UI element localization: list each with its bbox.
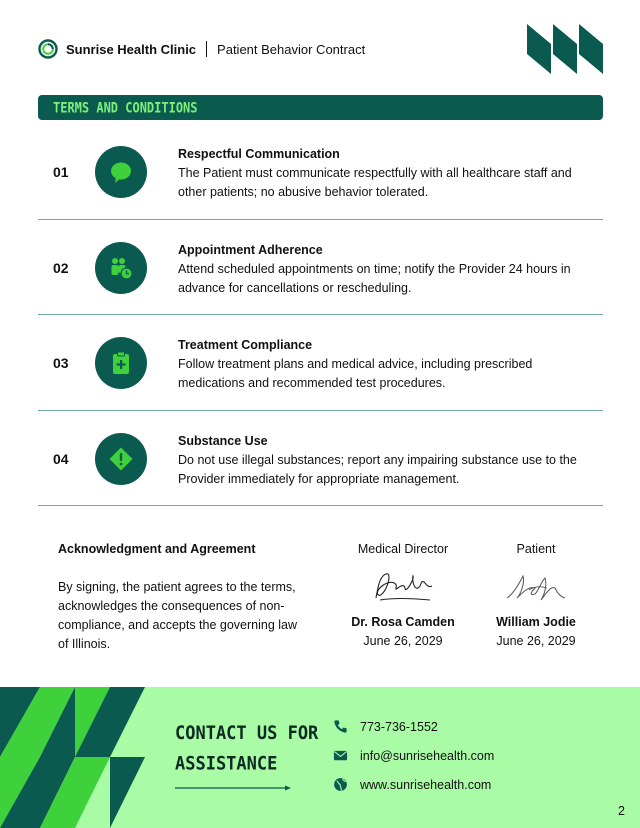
- term-item: [38, 315, 603, 411]
- signature-block-patient: [471, 542, 601, 648]
- phone-icon: [333, 719, 348, 734]
- warning-diamond-icon: [95, 433, 147, 485]
- patient-signature: [501, 568, 571, 606]
- people-clock-icon: [95, 242, 147, 294]
- contact-heading: [175, 719, 318, 779]
- term-number: 03: [53, 355, 69, 371]
- signature-block-director: [338, 542, 468, 648]
- contact-email[interactable]: [333, 748, 494, 763]
- contact-heading-line: ASSISTANCE: [175, 752, 278, 775]
- term-description: Attend scheduled appointments on time; notify the Provider 24 hours in advance for cancellations or rescheduling.: [178, 261, 571, 295]
- contact-footer: [0, 687, 640, 828]
- section-title: TERMS AND CONDITIONS: [53, 99, 198, 116]
- page-header: [38, 36, 365, 62]
- speech-bubble-icon: [95, 146, 147, 198]
- arrow-right-icon: [175, 784, 291, 792]
- acknowledgment-title: Acknowledgment and Agreement: [58, 542, 256, 556]
- signer-role: Patient: [516, 542, 556, 556]
- contact-heading-line: CONTACT US FOR: [175, 722, 319, 745]
- term-title: Substance Use: [178, 433, 268, 448]
- phone-number: 773-736-1552: [360, 719, 438, 734]
- globe-icon: [333, 777, 348, 792]
- term-number: 01: [53, 164, 69, 180]
- signer-name: William Jodie: [496, 615, 576, 629]
- email-address: info@sunrisehealth.com: [360, 748, 495, 763]
- clinic-name: Sunrise Health Clinic: [66, 41, 197, 57]
- signer-role: Medical Director: [357, 542, 449, 556]
- acknowledgment-text: By signing, the patient agrees to the terms, acknowledges the consequences of non-compliance, and accepts the governing law of Illinois.: [58, 580, 298, 651]
- clinic-logo-icon: [38, 39, 58, 59]
- term-title: Appointment Adherence: [178, 242, 323, 257]
- medical-clipboard-icon: [95, 337, 147, 389]
- website-url: www.sunrisehealth.com: [360, 777, 492, 792]
- decorative-stripes-icon: [527, 24, 603, 74]
- terms-list: [38, 124, 603, 506]
- term-item: [38, 124, 603, 220]
- term-item: [38, 411, 603, 507]
- term-number: 04: [53, 450, 69, 467]
- envelope-icon: [333, 748, 348, 763]
- term-number: 02: [53, 259, 69, 276]
- contact-phone[interactable]: [333, 719, 438, 734]
- section-banner: [38, 95, 603, 120]
- page-number: 2: [618, 804, 625, 818]
- term-title: Treatment Compliance: [178, 338, 313, 352]
- document-title: Patient Behavior Contract: [217, 41, 366, 57]
- term-item: [38, 220, 603, 316]
- contact-website[interactable]: [333, 777, 491, 792]
- director-signature: [368, 568, 438, 606]
- term-description: The Patient must communicate respectfully with all healthcare staff and other patients; no abusive behavior tolerated.: [178, 166, 572, 199]
- signature-date: June 26, 2029: [496, 634, 576, 648]
- term-description: Do not use illegal substances; report any impairing substance use to the Provider immediately for appropriate management.: [178, 452, 577, 486]
- signature-date: June 26, 2029: [363, 634, 443, 648]
- term-title: Respectful Communication: [178, 147, 340, 161]
- header-divider: [206, 41, 207, 57]
- decorative-triangles-icon: [0, 687, 145, 828]
- signer-name: Dr. Rosa Camden: [351, 615, 455, 629]
- term-description: Follow treatment plans and medical advice, including prescribed medications and recommended test procedures.: [178, 357, 533, 390]
